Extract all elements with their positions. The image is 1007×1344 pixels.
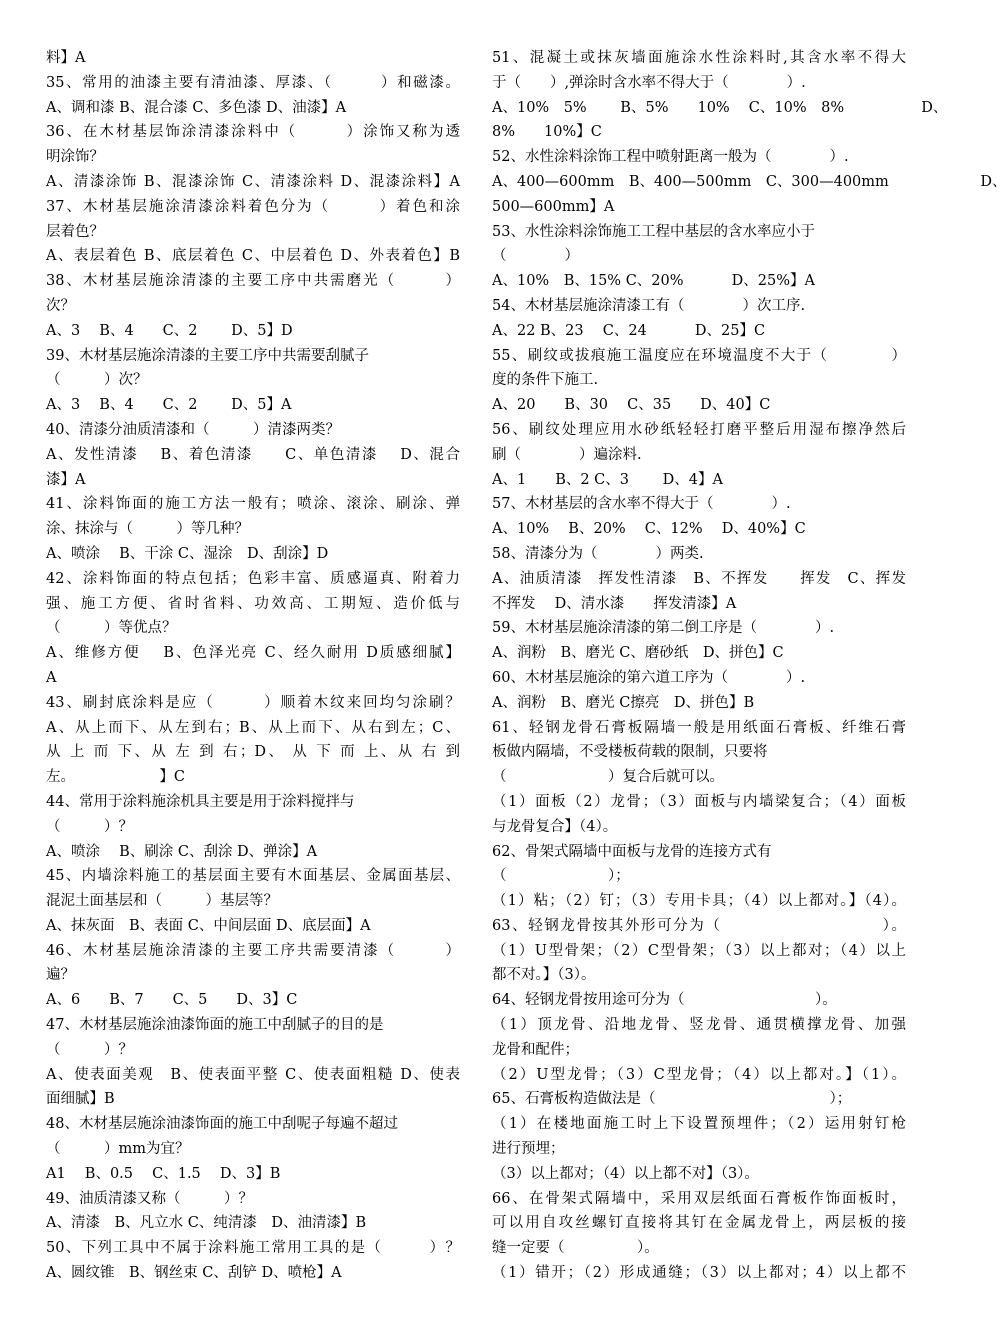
text-line: 55、刷纹或拔痕施工温度应在环境温度不大于（ ） (492, 347, 906, 364)
text-line: 37、木材基层施涂清漆涂料着色分为（ ）着色和涂 (46, 198, 460, 215)
text-line: （ ）次？ (46, 372, 148, 389)
text-line: A、10% B、20% C、12% D、40%】C (492, 521, 806, 538)
text-line: A、维修方便 B、色泽光亮 C、经久耐用 D质感细腻】 (46, 645, 460, 662)
text-line: A、使表面美观 B、使表面平整 C、使表面粗糙 D、使表 (46, 1066, 460, 1083)
text-line: 于（ ）,弹涂时含水率不得大于（ ）. (492, 74, 806, 91)
left-column (46, 46, 460, 1286)
text-line: A、喷涂 B、干涂 C、湿涂 D、刮涂】D (46, 545, 329, 562)
text-line: 65、石膏板构造做法是（ ）； (492, 1091, 852, 1108)
text-line: 49、油质清漆又称（ ）？ (46, 1190, 253, 1207)
text-line: 龙骨和配件； (492, 1041, 579, 1058)
text-line: 涂、抹涂与（ ）等几种？ (46, 521, 249, 538)
text-line: A (46, 669, 57, 686)
text-line: 36、在木材基层饰涂清漆涂料中（ ）涂饰又称为透 (46, 124, 460, 141)
text-line: 从 上 而 下、从 左 到 右；D、 从 下 而 上、从 右 到 (46, 744, 460, 761)
text-line: 混泥土面基层和（ ）基层等？ (46, 893, 278, 910)
text-line: A、3 B、4 C、2 D、5】D (46, 322, 293, 339)
text-line: 63、轻钢龙骨按其外形可分为（ ）。 (492, 917, 906, 934)
text-line: 35、常用的油漆主要有清油漆、厚漆、（ ）和磁漆。 (46, 74, 460, 91)
text-line: A1 B、0.5 C、1.5 D、3】B (46, 1165, 281, 1182)
text-line: （3）以上都对；（4）以上都不对】（3）。 (492, 1165, 759, 1182)
text-line: 料】A (46, 50, 86, 66)
text-line: 66、在骨架式隔墙中，采用双层纸面石膏板作饰面板时， (492, 1190, 906, 1207)
text-line: 500—600mm】A (492, 198, 615, 215)
text-line: 59、木材基层施涂清漆的第二倒工序是（ ）. (492, 620, 835, 637)
text-line: 48、木材基层施涂油漆饰面的施工中刮呢子每遍不超过 (46, 1116, 398, 1133)
text-line: 46、木材基层施涂清漆的主要工序共需要清漆（ ） (46, 942, 460, 959)
text-line: （1）面板（2）龙骨；（3）面板与内墙梁复合；（4）面板 (492, 793, 906, 810)
text-line: （ ）； (492, 868, 630, 885)
text-line: 板做内隔墙，不受楼板荷载的限制，只要将 (492, 744, 768, 761)
text-line: 56、刷纹处理应用水砂纸轻轻打磨平整后用湿布擦净然后 (492, 421, 906, 438)
text-line: 42、涂料饰面的特点包括；色彩丰富、质感逼真、附着力 (46, 570, 460, 587)
text-line: 54、木材基层施涂清漆工有（ ）次工序. (492, 297, 806, 314)
text-line: A、圆纹锥 B、钢丝束 C、刮铲 D、喷枪】A (46, 1265, 342, 1282)
text-line: A、润粉 B、磨光 C擦亮 D、拼色】B (492, 694, 755, 711)
text-line: （ ）复合后就可以。 (492, 769, 724, 786)
text-line: （2）U型龙骨；（3）C型龙骨；（4）以上都对。】（1）。 (492, 1066, 906, 1083)
text-line: A、1 B、2 C、3 D、4】A (492, 471, 723, 488)
text-line: 41、涂料饰面的施工方法一般有；喷涂、滚涂、刷涂、弹 (46, 496, 460, 513)
text-line: A、抹灰面 B、表面 C、中间层面 D、底层面】A (46, 917, 371, 934)
text-line: 不挥发 D、清水漆 挥发清漆】A (492, 595, 737, 612)
text-line: 57、木材基层的含水率不得大于（ ）. (492, 496, 791, 513)
text-line: 51、混凝土或抹灰墙面施涂水性涂料时,其含水率不得大 (492, 50, 906, 66)
text-line: （1）U型骨架；（2）C型骨架；（3）以上都对；（4）以上 (492, 942, 906, 959)
text-line: A、10% 5% B、5% 10% C、10% 8% D、 (492, 99, 948, 116)
text-line: （1）顶龙骨、沿地龙骨、竖龙骨、通贯横撑龙骨、加强 (492, 1017, 906, 1034)
text-line: 面细腻】B (46, 1091, 115, 1108)
text-line: A、从上而下、从左到右；B、从上而下、从右到左；C、 (46, 719, 460, 736)
text-line: A、喷涂 B、刷涂 C、刮涂 D、弹涂】A (46, 843, 318, 860)
text-line: 缝一定要（ ）。 (492, 1240, 659, 1257)
text-line: 层着色？ (46, 223, 104, 240)
text-line: 62、骨架式隔墙中面板与龙骨的连接方式有 (492, 843, 772, 860)
text-line: 明涂饰？ (46, 149, 104, 166)
text-line: 43、刷封底涂料是应（ ）顺着木纹来回均匀涂刷？ (46, 694, 460, 711)
text-line: 50、下列工具中不属于涂料施工常用工具的是（ ）？ (46, 1240, 460, 1257)
text-line: A、表层着色 B、底层着色 C、中层着色 D、外表着色】B (46, 248, 460, 265)
text-line: 40、清漆分油质清漆和（ ）清漆两类？ (46, 421, 340, 438)
text-line: 45、内墙涂料施工的基层面主要有木面基层、金属面基层、 (46, 868, 460, 885)
text-line: A、10% B、15% C、20% D、25%】A (492, 273, 815, 290)
text-line: 度的条件下施工. (492, 372, 599, 389)
text-line: A、3 B、4 C、2 D、5】A (46, 397, 292, 414)
text-line: （ ）？ (46, 818, 133, 835)
text-line: A、调和漆 B、混合漆 C、多色漆 D、油漆】A (46, 99, 347, 116)
text-line: 38、木材基层施涂清漆的主要工序中共需磨光（ ） (46, 273, 460, 290)
text-line: （ ）mm为宜？ (46, 1141, 190, 1158)
text-line: A、发性清漆 B、着色清漆 C、单色清漆 D、混合 (46, 446, 460, 463)
text-line: 53、水性涂料涂饰施工工程中基层的含水率应小于 (492, 223, 815, 240)
text-line: 遍？ (46, 967, 75, 984)
text-line: 58、清漆分为（ ）两类. (492, 545, 704, 562)
right-column (492, 46, 1007, 1286)
text-line: （1）在楼地面施工时上下设置预埋件；（2）运用射钉枪 (492, 1116, 906, 1133)
text-line: A、20 B、30 C、35 D、40】C (492, 397, 771, 414)
text-line: 次？ (46, 297, 75, 314)
text-line: A、22 B、23 C、24 D、25】C (492, 322, 766, 339)
text-line: 47、木材基层施涂油漆饰面的施工中刮腻子的目的是 (46, 1017, 384, 1034)
text-line: 强、施工方便、省时省料、功效高、工期短、造价低与 (46, 595, 460, 612)
text-line: 60、木材基层施涂的第六道工序为（ ）. (492, 669, 806, 686)
text-line: 进行预埋； (492, 1141, 565, 1158)
text-line: A、油质清漆 挥发性清漆 B、不挥发 挥发 C、挥发 (492, 570, 906, 587)
text-line: A、清漆 B、凡立水 C、纯清漆 D、油清漆】B (46, 1215, 367, 1232)
text-line: A、润粉 B、磨光 C、磨砂纸 D、拼色】C (492, 645, 784, 662)
text-line: 8% 10%】C (492, 124, 602, 141)
text-line: 漆】A (46, 471, 86, 488)
text-line: （1）错开；（2）形成通缝；（3）以上都对；4）以上都不 (492, 1265, 906, 1282)
text-line: （1）粘；（2）钉；（3）专用卡具；（4）以上都对。】（4）。 (492, 893, 906, 910)
text-line: 可以用自攻丝螺钉直接将其钉在金属龙骨上，两层板的接 (492, 1215, 906, 1232)
text-line: 64、轻钢龙骨按用途可分为（ ）。 (492, 992, 837, 1009)
text-line: 左。 】C (46, 769, 185, 786)
text-line: 与龙骨复合】（4）。 (492, 818, 618, 835)
text-line: 都不对。】（3）。 (492, 967, 596, 984)
text-line: A、清漆涂饰 B、混漆涂饰 C、清漆涂料 D、混漆涂料】A (46, 173, 460, 190)
text-line: （ ） (492, 248, 579, 265)
text-line: 39、木材基层施涂清漆的主要工序中共需要刮腻子 (46, 347, 369, 364)
text-line: （ ）？ (46, 1041, 133, 1058)
text-line: 52、水性涂料涂饰工程中喷射距离一般为（ ）. (492, 149, 849, 166)
text-line: 44、常用于涂料施涂机具主要是用于涂料搅拌与 (46, 793, 355, 810)
text-line: 61、轻钢龙骨石膏板隔墙一般是用纸面石膏板、纤维石膏 (492, 719, 906, 736)
text-line: A、6 B、7 C、5 D、3】C (46, 992, 298, 1009)
text-line: 刷（ ）遍涂料. (492, 446, 642, 463)
text-line: （ ）等优点？ (46, 620, 177, 637)
text-line: A、400—600mm B、400—500mm C、300—400mm D、 (492, 173, 1007, 190)
